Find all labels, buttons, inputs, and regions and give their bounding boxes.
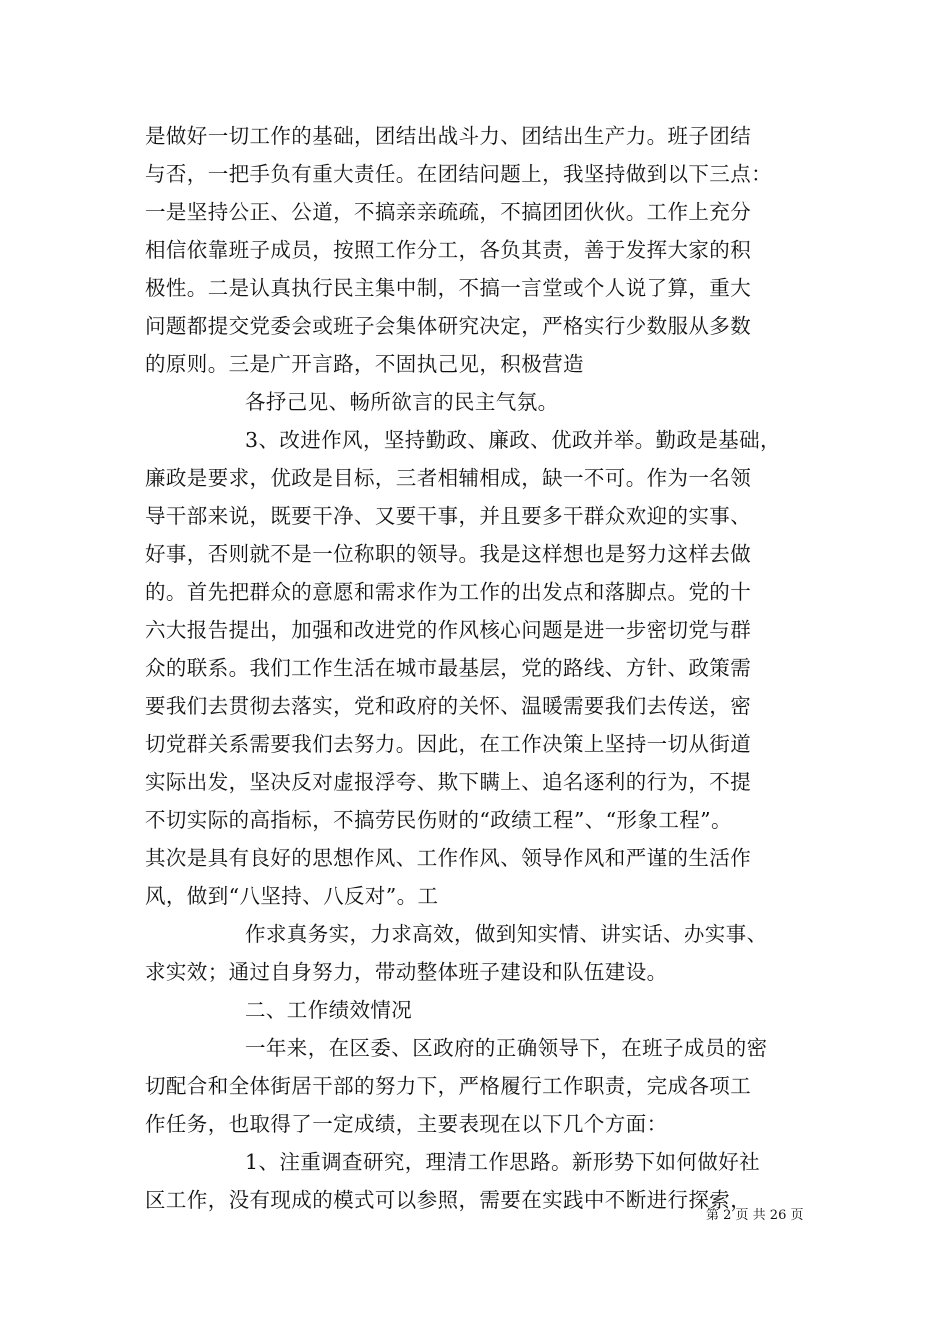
text-line: 实际出发，坚决反对虚报浮夸、欺下瞒上、追名逐利的行为，不提 bbox=[145, 770, 752, 794]
text-line: 相信依靠班子成员，按照工作分工，各负其责，善于发挥大家的积 bbox=[145, 238, 752, 262]
text-line: 好事，否则就不是一位称职的领导。我是这样想也是努力这样去做 bbox=[145, 542, 752, 566]
text-line: 作求真务实，力求高效，做到知实情、讲实话、办实事、 bbox=[245, 922, 768, 946]
text-line: 1、注重调查研究，理清工作思路。新形势下如何做好社 bbox=[245, 1150, 761, 1174]
text-line: 六大报告提出，加强和改进党的作风核心问题是进一步密切党与群 bbox=[145, 618, 752, 642]
page-number: 第 2 页 共 26 页 bbox=[706, 1208, 804, 1223]
text-line: 风，做到“八坚持、八反对”。工 bbox=[145, 884, 439, 908]
text-line: 一是坚持公正、公道，不搞亲亲疏疏，不搞团团伙伙。工作上充分 bbox=[145, 200, 752, 224]
text-line: 3、改进作风，坚持勤政、廉政、优政并举。勤政是基础， bbox=[245, 428, 781, 452]
text-line: 一年来，在区委、区政府的正确领导下，在班子成员的密 bbox=[245, 1036, 768, 1060]
section-heading: 二、工作绩效情况 bbox=[245, 998, 413, 1022]
text-line: 不切实际的高指标，不搞劳民伤财的“政绩工程”、“形象工程”。 bbox=[145, 808, 732, 832]
text-line: 问题都提交党委会或班子会集体研究决定，严格实行少数服从多数 bbox=[145, 314, 752, 338]
text-line: 各抒己见、畅所欲言的民主气氛。 bbox=[245, 390, 559, 414]
text-line: 廉政是要求，优政是目标，三者相辅相成，缺一不可。作为一名领 bbox=[145, 466, 752, 490]
text-line: 导干部来说，既要干净、又要干事，并且要多干群众欢迎的实事、 bbox=[145, 504, 752, 528]
text-line: 求实效；通过自身努力，带动整体班子建设和队伍建设。 bbox=[145, 960, 668, 984]
text-line: 的。首先把群众的意愿和需求作为工作的出发点和落脚点。党的十 bbox=[145, 580, 752, 604]
body-text bbox=[145, 117, 815, 1219]
text-line: 区工作，没有现成的模式可以参照，需要在实践中不断进行探索， bbox=[145, 1188, 752, 1212]
text-line: 作任务，也取得了一定成绩，主要表现在以下几个方面： bbox=[145, 1112, 668, 1136]
text-line: 的原则。三是广开言路，不固执己见，积极营造 bbox=[145, 352, 584, 376]
text-line: 其次是具有良好的思想作风、工作作风、领导作风和严谨的生活作 bbox=[145, 846, 752, 870]
text-line: 极性。二是认真执行民主集中制，不搞一言堂或个人说了算，重大 bbox=[145, 276, 752, 300]
text-line: 与否，一把手负有重大责任。在团结问题上，我坚持做到以下三点： bbox=[145, 162, 772, 186]
text-line: 切配合和全体街居干部的努力下，严格履行工作职责，完成各项工 bbox=[145, 1074, 752, 1098]
text-line: 众的联系。我们工作生活在城市最基层，党的路线、方针、政策需 bbox=[145, 656, 752, 680]
text-line: 要我们去贯彻去落实，党和政府的关怀、温暖需要我们去传送，密 bbox=[145, 694, 752, 718]
text-line: 切党群关系需要我们去努力。因此，在工作决策上坚持一切从街道 bbox=[145, 732, 752, 756]
text-line: 是做好一切工作的基础，团结出战斗力、团结出生产力。班子团结 bbox=[145, 124, 752, 148]
